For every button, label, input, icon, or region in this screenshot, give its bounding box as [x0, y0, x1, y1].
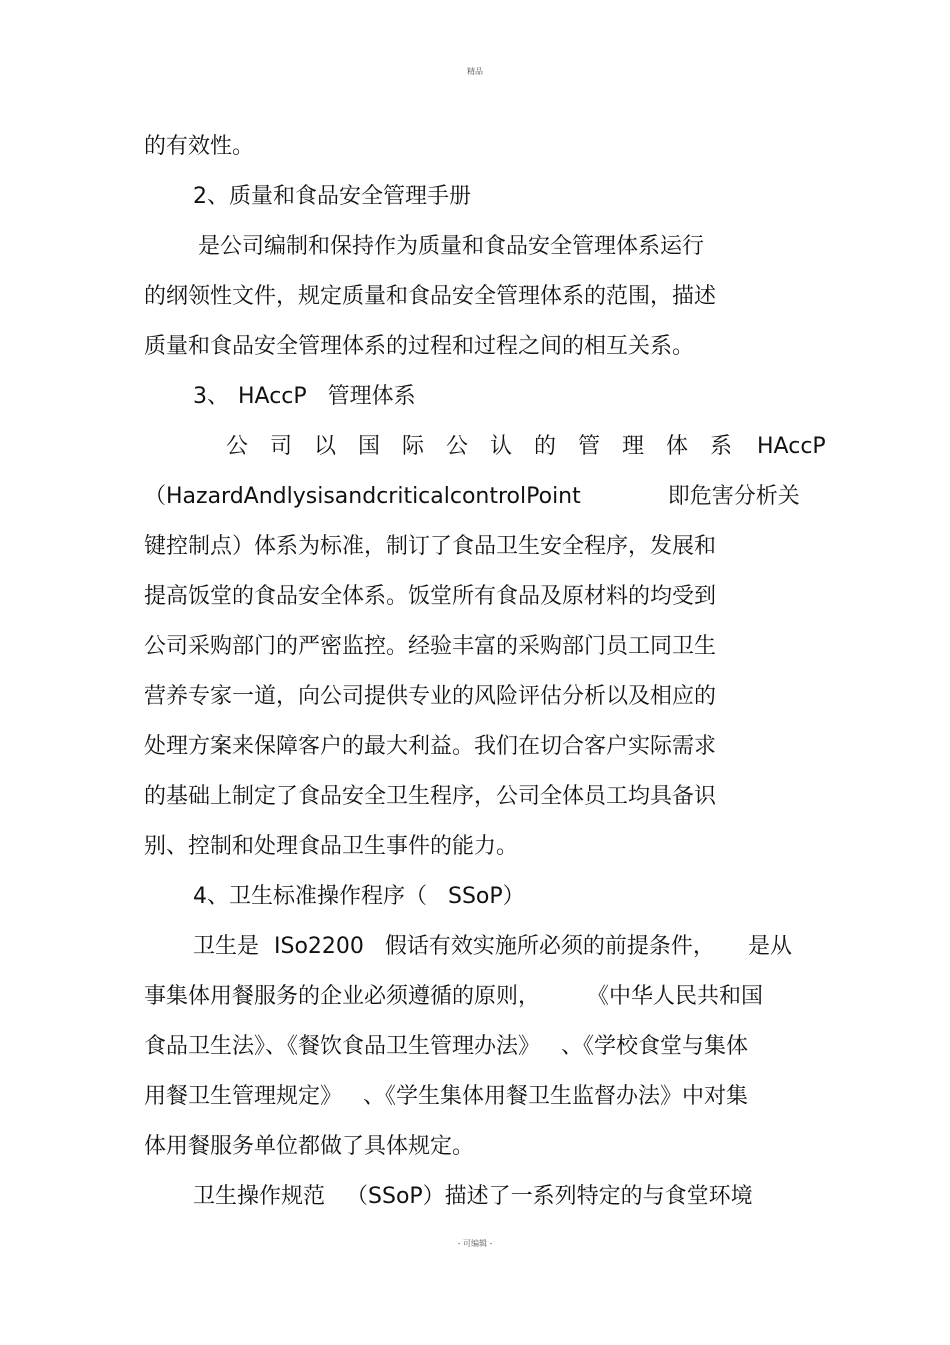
text-line: 公司采购部门的严密监控。经验丰富的采购部门员工同卫生 [144, 634, 717, 659]
text-line: 的基础上制定了食品安全卫生程序，公司全体员工均具备识 [144, 784, 717, 809]
spaced-text: 公 司 以 国 际 公 认 的 管 理 体 系 [226, 434, 733, 459]
section-heading [193, 882, 525, 912]
text-segment: 即危害分析关 [667, 484, 800, 509]
page-header: 精品 [467, 67, 483, 76]
section-heading: 2、质量和食品安全管理手册 [193, 184, 471, 209]
text-segment: 卫生是 [193, 934, 260, 959]
text-segment: 事集体用餐服务的企业必须遵循的原则， [144, 984, 541, 1009]
text-line [144, 482, 800, 512]
heading-acronym: SSoP） [448, 884, 525, 909]
text-line [193, 1182, 753, 1212]
heading-title: 4、卫生标准操作程序（ [193, 884, 427, 909]
section-heading [193, 382, 416, 412]
text-line: 体用餐服务单位都做了具体规定。 [144, 1134, 475, 1159]
law-title: 《中华人民共和国 [587, 984, 764, 1009]
text-segment: 假话有效实施所必须的前提条件， [384, 934, 715, 959]
law-title: 用餐卫生管理规定》 [144, 1084, 343, 1109]
text-line: 处理方案来保障客户的最大利益。我们在切合客户实际需求 [144, 734, 717, 759]
text-line [144, 1082, 748, 1112]
text-line: 键控制点）体系为标准，制订了食品卫生安全程序，发展和 [144, 534, 717, 559]
text-line: 是公司编制和保持作为质量和食品安全管理体系运行 [198, 234, 705, 259]
text-segment: 卫生操作规范 [193, 1184, 326, 1209]
english-term: （HazardAndlysisandcriticalcontrolPoint [144, 484, 581, 509]
text-line [144, 1032, 748, 1062]
text-line [144, 982, 763, 1012]
text-line [193, 932, 792, 962]
text-line: 别、控制和处理食品卫生事件的能力。 [144, 834, 519, 859]
heading-number: 3、 [193, 384, 229, 409]
text-line: 营养专家一道，向公司提供专业的风险评估分析以及相应的 [144, 684, 717, 709]
text-line: 的有效性。 [144, 134, 255, 159]
standard-code: ISo2200 [274, 934, 364, 959]
page-footer: - 可编辑 - [457, 1239, 493, 1248]
text-line: 的纲领性文件，规定质量和食品安全管理体系的范围，描述 [144, 284, 717, 309]
text-segment: （SSoP）描述了一系列特定的与食堂环境 [346, 1184, 753, 1209]
law-title: 、《学校食堂与集体 [561, 1034, 749, 1059]
text-line: 质量和食品安全管理体系的过程和过程之间的相互关系。 [144, 334, 695, 359]
text-segment: 是从 [747, 934, 792, 959]
heading-acronym: HAccP [238, 384, 307, 409]
acronym: HAccP [757, 434, 826, 459]
heading-title: 管理体系 [327, 384, 416, 409]
text-line: 提高饭堂的食品安全体系。饭堂所有食品及原材料的均受到 [144, 584, 717, 609]
law-title: 、《学生集体用餐卫生监督办法》中对集 [363, 1084, 749, 1109]
law-title: 食品卫生法》、《餐饮食品卫生管理办法》 [144, 1034, 541, 1059]
text-line [226, 432, 826, 462]
